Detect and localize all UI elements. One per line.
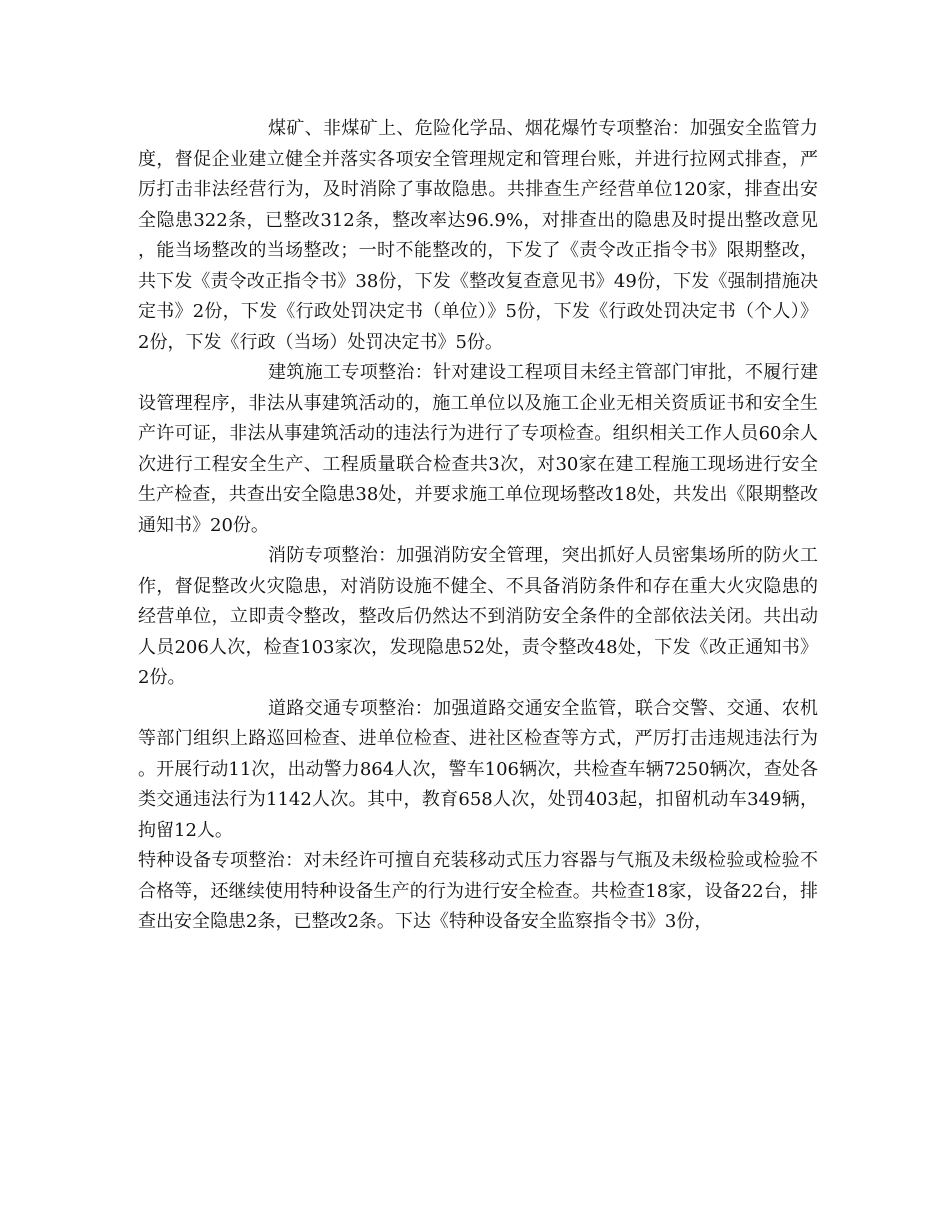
paragraph-road-traffic-rectification: 道路交通专项整治：加强道路交通安全监管，联合交警、交通、农机等部门组织上路巡回检查、进单位检查、进社区检查等方式，严厉打击违规违法行为。开展行动11次，出动警力864人次，警车106辆次，共检查车辆7250辆次，查处各类交通违法行为1142人次。其中，教育658人次，处罚403起，扣留机动车349辆，拘留12人。 bbox=[138, 697, 818, 841]
paragraph-coal-mine-hazmat-rectification: 煤矿、非煤矿上、危险化学品、烟花爆竹专项整治：加强安全监管力度，督促企业建立健全并落实各项安全管理规定和管理台账，并进行拉网式排查，严厉打击非法经营行为，及时消除了事故隐患。共排查生产经营单位120家，排查出安全隐患322条，已整改312条，整改率达96.9%，对排查出的隐患及时提出整改意见，能当场整改的当场整改；一时不能整改的，下发了《责令改正指令书》限期整改，共下发《责令改正指令书》38份，下发《整改复查意见书》49份，下发《强制措施决定书》2份，下发《行政处罚决定书（单位）》5份，下发《行政处罚决定书（个人）》2份，下发《行政（当场）处罚决定书》5份。 bbox=[138, 118, 818, 353]
paragraph-fire-safety-rectification: 消防专项整治：加强消防安全管理，突出抓好人员密集场所的防火工作，督促整改火灾隐患，对消防设施不健全、不具备消防条件和存在重大火灾隐患的经营单位，立即责令整改，整改后仍然达不到消防安全条件的全部依法关闭。共出动人员206人次，检查103家次，发现隐患52处，责令整改48处，下发《改正通知书》2份。 bbox=[138, 545, 818, 688]
document-body bbox=[138, 114, 818, 938]
paragraph-special-equipment-rectification: 特种设备专项整治：对未经许可擅自充装移动式压力容器与气瓶及未级检验或检验不合格等，还继续使用特种设备生产的行为进行安全检查。共检查18家，设备22台，排查出安全隐患2条，已整改2条。下达《特种设备安全监察指令书》3份， bbox=[138, 850, 818, 932]
paragraph-construction-rectification: 建筑施工专项整治：针对建设工程项目未经主管部门审批，不履行建设管理程序，非法从事建筑活动的，施工单位以及施工企业无相关资质证书和安全生产许可证，非法从事建筑活动的违法行为进行了专项检查。组织相关工作人员60余人次进行工程安全生产、工程质量联合检查共3次，对30家在建工程施工现场进行安全生产检查，共查出安全隐患38处，并要求施工单位现场整改18处，共发出《限期整改通知书》20份。 bbox=[138, 362, 818, 536]
